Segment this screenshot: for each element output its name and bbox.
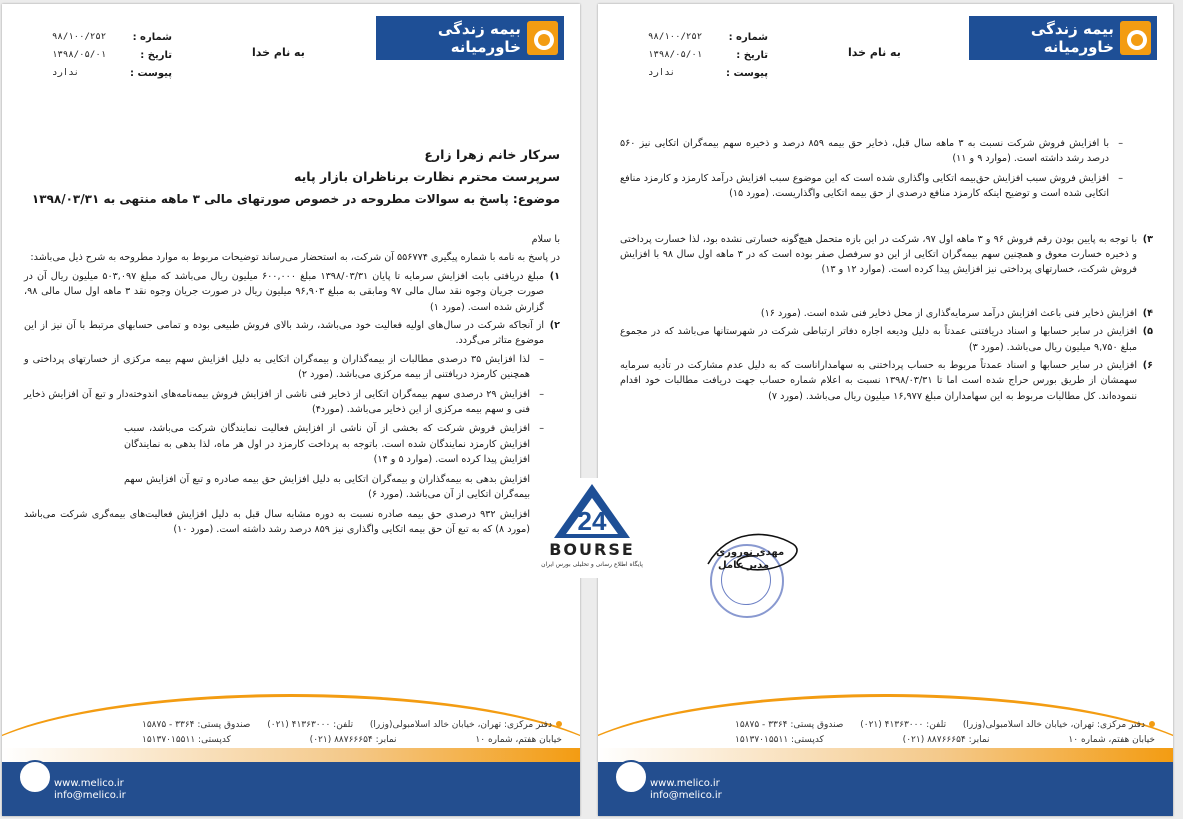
company-name: بیمه زندگی خاورمیانه: [1030, 20, 1114, 56]
meta-value: ۱۳۹۸/۰۵/۰۱: [648, 50, 703, 60]
list-item: [24, 269, 560, 315]
postal-code-text: کدپستی: ۱۵۱۳۷۰۱۵۵۱۱: [142, 735, 231, 745]
list-item: [620, 306, 1153, 321]
letter-page-left: [2, 4, 580, 816]
meta-value: ۱۳۹۸/۰۵/۰۱: [52, 50, 107, 60]
po-box-text: صندوق پستی: ۳۳۶۴ - ۱۵۸۷۵: [142, 720, 251, 730]
watermark-subtitle: پایگاه اطلاع رسانی و تحلیلی بورس ایران: [541, 561, 643, 568]
item-number: ۱): [549, 270, 560, 282]
item-text: از آنجاکه شرکت در سال‌های اولیه فعالیت خود می‌باشد، رشد بالای فروش طبیعی بوده و تمامی حسابهای مرتبط با آن نیز از این موضوع متاثر می‌گردد.: [24, 320, 544, 347]
postal-code-text: کدپستی: ۱۵۱۳۷۰۱۵۵۱۱: [735, 735, 824, 745]
meta-attachment-row: [648, 68, 768, 86]
website-link[interactable]: www.melico.ir: [650, 778, 720, 789]
item-text: افزایش ذخایر فنی باعث افزایش درآمد سرمایه‌گذاری از محل ذخایر فنی شده است. (مورد ۱۶): [760, 307, 1137, 319]
recipient-title: سرپرست محترم نظارت برناظران بازار پایه: [293, 169, 560, 184]
company-logo-icon: [527, 21, 558, 55]
address-line-1: دفتر مرکزی: تهران، خیابان خالد اسلامبولی(وزرا): [369, 720, 552, 730]
greeting: با سلام: [531, 234, 560, 245]
meta-date-row: [648, 50, 768, 68]
sub-item-text: لذا افزایش ۳۵ درصدی مطالبات از بیمه‌گذاران و بیمه‌گران اتکایی به دلیل افزایش سهم بیمه مرکزی از خسارتهای پرداختی و همچنین کارمزد دریافتنی از بیمه مرکزی می‌باشد. (مورد ۲): [24, 353, 530, 381]
meta-attachment-row: [52, 68, 172, 86]
item-number: ۶): [1142, 360, 1153, 372]
letter-page-right: [598, 4, 1173, 816]
item-number: ۲): [549, 320, 560, 332]
letter-subject: موضوع: پاسخ به سوالات مطروحه در خصوص صورتهای مالی ۳ ماهه منتهی به ۱۳۹۸/۰۳/۳۱: [31, 192, 560, 206]
footer-gradient-strip: [2, 748, 580, 762]
meta-value: ۹۸/۱۰۰/۲۵۲: [52, 32, 107, 42]
phone-text: تلفن: ۴۱۳۶۳۰۰۰ (۰۲۱): [267, 720, 354, 730]
sub-item: [24, 421, 560, 467]
letter-meta: [648, 32, 768, 86]
letter-body-right: [620, 136, 1153, 407]
meta-label: تاریخ :: [736, 50, 768, 61]
basmala-heading: به نام خدا: [252, 46, 305, 59]
item-text: افزایش در سایر حسابها و اسناد دریافتنی عمدتاً به دلیل ودیعه اجاره دفاتر ارتباطی شرکت در شهرستانها می‌باشد که در مجموع مبلغ ۹,۷۵۰ میلیون ریال می‌باشد. (مورد ۳): [620, 326, 1137, 353]
basmala-heading: به نام خدا: [848, 46, 901, 59]
item-text: با توجه به پایین بودن رقم فروش ۹۶ و ۳ ماهه اول ۹۷، شرکت در این بازه متحمل هیچ‌گونه خسارتی نشده بود، لذا خسارت پرداختی و ذخیره خسارت معوق و همچنین سهم بیمه‌گران اتکایی از این دو سرفصل صفر بوده است که در ۳ ماهه اول سال ۹۸ با افزایش فروش شرکت، خسارتهای پرداختی نیز افزایش پیدا کرده است. (موارد ۱۲ و ۱۳): [620, 233, 1138, 276]
fax-text: نمابر: ۸۸۷۶۶۶۵۴ (۰۲۱): [309, 735, 397, 745]
footer-logo-icon: [18, 760, 52, 794]
meta-label: تاریخ :: [140, 50, 172, 61]
bullet-dash-icon: –: [539, 353, 544, 365]
meta-date-row: [52, 50, 172, 68]
company-brand-banner: [969, 16, 1157, 60]
sub-item: [24, 387, 560, 418]
meta-value: ندارد: [52, 68, 80, 78]
meta-label: شماره :: [132, 32, 172, 43]
list-item: [24, 318, 560, 349]
bullet-dot-icon: [556, 721, 562, 727]
list-item: [620, 324, 1153, 355]
phone-text: تلفن: ۴۱۳۶۳۰۰۰ (۰۲۱): [860, 720, 947, 730]
footer-contact: [650, 778, 722, 802]
bourse-watermark: [538, 478, 646, 578]
meta-label: پیوست :: [725, 68, 768, 79]
footer-address: [735, 718, 1155, 748]
sub-item: [24, 352, 560, 383]
po-box-text: صندوق پستی: ۳۳۶۴ - ۱۵۸۷۵: [735, 720, 844, 730]
website-link[interactable]: www.melico.ir: [54, 778, 124, 789]
sub-item-text: افزایش فروش شرکت که بخشی از آن ناشی از افزایش فعالیت نمایندگان شرکت می‌باشد، سبب افزایش کارمزد نمایندگان شده است. باتوجه به پرداخت کارمزد در اول هر ماه، لذا بدهی به نمایندگان افزایش پیدا کرده است. (موارد ۵ و ۱۴): [124, 423, 530, 466]
item-number: ۳): [1142, 233, 1153, 245]
sub-item-text: با افزایش فروش شرکت نسبت به ۳ ماهه سال قبل، ذخایر حق بیمه ۸۵۹ درصد و ذخیره سهم بیمه‌گران اتکایی نیز ۵۶۰ درصد رشد داشته است. (موارد ۹ و ۱۱): [620, 138, 1109, 165]
signatory-title: مدیر عامل: [718, 560, 770, 571]
list-item: [620, 232, 1153, 278]
item-text: مبلغ دریافتی بابت افزایش سرمایه تا پایان ۱۳۹۸/۰۳/۳۱ مبلغ ۶۰۰,۰۰۰ میلیون ریال می‌باشد که مبلغ ۵۰۳,۰۹۷ میلیون ریال آن در صورت جریان وجوه نقد سال مالی ۹۷ ومابقی به مبلغ ۹۶,۹۰۳ میلیون ریال در صورت جریان وجوه نقد ۳ ماهه اول سال مالی ۹۸، گزارش شده است. (مورد ۱): [24, 270, 544, 313]
bullet-dash-icon: –: [539, 423, 544, 435]
item-number: ۵): [1142, 326, 1153, 338]
address-line-2: خیابان هفتم، شماره ۱۰: [475, 735, 562, 745]
meta-value: ندارد: [648, 68, 676, 78]
meta-label: پیوست :: [129, 68, 172, 79]
email-link[interactable]: info@melico.ir: [54, 790, 126, 801]
svg-text:24: 24: [577, 506, 607, 536]
fax-text: نمابر: ۸۸۷۶۶۶۵۴ (۰۲۱): [902, 735, 990, 745]
bullet-dash-icon: –: [539, 388, 544, 400]
bullet-dash-icon: –: [1118, 172, 1123, 184]
footer-contact: [54, 778, 126, 802]
company-name: بیمه زندگی خاورمیانه: [437, 20, 521, 56]
intro-paragraph: در پاسخ به نامه با شماره پیگیری ۵۵۶۷۷۴ آن شرکت، به استحضار می‌رساند توضیحات مربوط به موارد مطروحه به شرح ذیل می‌باشد:: [30, 252, 560, 264]
letter-body-left: [24, 144, 560, 541]
meta-number-row: [52, 32, 172, 50]
sub-item: [24, 472, 560, 503]
footer-logo-icon: [614, 760, 648, 794]
sub-item: [620, 171, 1153, 202]
meta-label: شماره :: [728, 32, 768, 43]
sub-item-text: افزایش ۹۳۲ درصدی حق بیمه صادره نسبت به دوره مشابه سال قبل به دلیل افزایش فعالیت‌های بیمه‌گری شرکت می‌باشد (مورد ۸) که به تبع آن حق بیمه اتکایی واگذاری نیز ۸۵۹ درصد رشد داشته است. (مورد ۱۰): [24, 508, 530, 535]
address-line-1: دفتر مرکزی: تهران، خیابان خالد اسلامبولی(وزرا): [962, 720, 1145, 730]
watermark-title: BOURSE: [549, 540, 635, 559]
item-number: ۴): [1142, 307, 1153, 319]
recipient-name: سرکار خانم زهرا زارع: [424, 147, 560, 162]
sub-item-text: افزایش بدهی به بیمه‌گذاران و بیمه‌گران اتکایی به دلیل افزایش حق بیمه صادره و تبع آن افزایش سهم بیمه‌گران اتکایی از آن می‌باشد. (مورد ۶): [124, 473, 530, 501]
bullet-dash-icon: –: [1118, 138, 1123, 149]
footer-gradient-strip: [598, 748, 1173, 762]
sub-item-text: افزایش ۲۹ درصدی سهم بیمه‌گران اتکایی از ذخایر فنی ناشی از افزایش فروش بیمه‌نامه‌های اندوخته‌دار و تبع آن افزایش ذخایر فنی و سهم بیمه مرکزی از این ذخایر می‌باشد. (مورد۴): [24, 388, 530, 416]
address-line-2: خیابان هفتم، شماره ۱۰: [1068, 735, 1155, 745]
company-brand-banner: [376, 16, 564, 60]
email-link[interactable]: info@melico.ir: [650, 790, 722, 801]
sub-item-text: افزایش فروش سبب افزایش حق‌بیمه اتکایی واگذاری شده است که این موضوع سبب افزایش درآمد کارمزد و کارمزد منافع اتکایی شده است و توضیح اینکه کارمزد منافع درصدی از حق بیمه اتکایی واگذاریست. (مورد ۱۵): [620, 172, 1109, 200]
meta-value: ۹۸/۱۰۰/۲۵۲: [648, 32, 703, 42]
list-item: [620, 358, 1153, 404]
bullet-dot-icon: [1149, 721, 1155, 727]
bourse-logo-icon: [552, 482, 632, 540]
footer-address: [142, 718, 562, 748]
item-text: افزایش در سایر حسابها و اسناد عمدتاً مربوط به حساب پرداختنی به سهامداراناست که به دلیل عدم مشارکت در تأدیه سرمایه سهمشان از طریق بورس حراج شده است اما تا ۱۳۹۸/۰۳/۳۱ نسبت به اعلام شماره حساب جهت دریافت مطالبات خود اقدام ننموده‌اند. کل مطالبات مربوط به این سهامداران مبلغ ۱۶,۹۷۷ میلیون ریال می‌باشد. (مورد ۷): [620, 360, 1137, 402]
company-logo-icon: [1120, 21, 1151, 55]
signatory-name: مهدی نوروزی: [716, 547, 785, 558]
sub-item: [620, 136, 1153, 167]
letter-meta: [52, 32, 172, 86]
sub-item: [24, 507, 560, 538]
meta-number-row: [648, 32, 768, 50]
